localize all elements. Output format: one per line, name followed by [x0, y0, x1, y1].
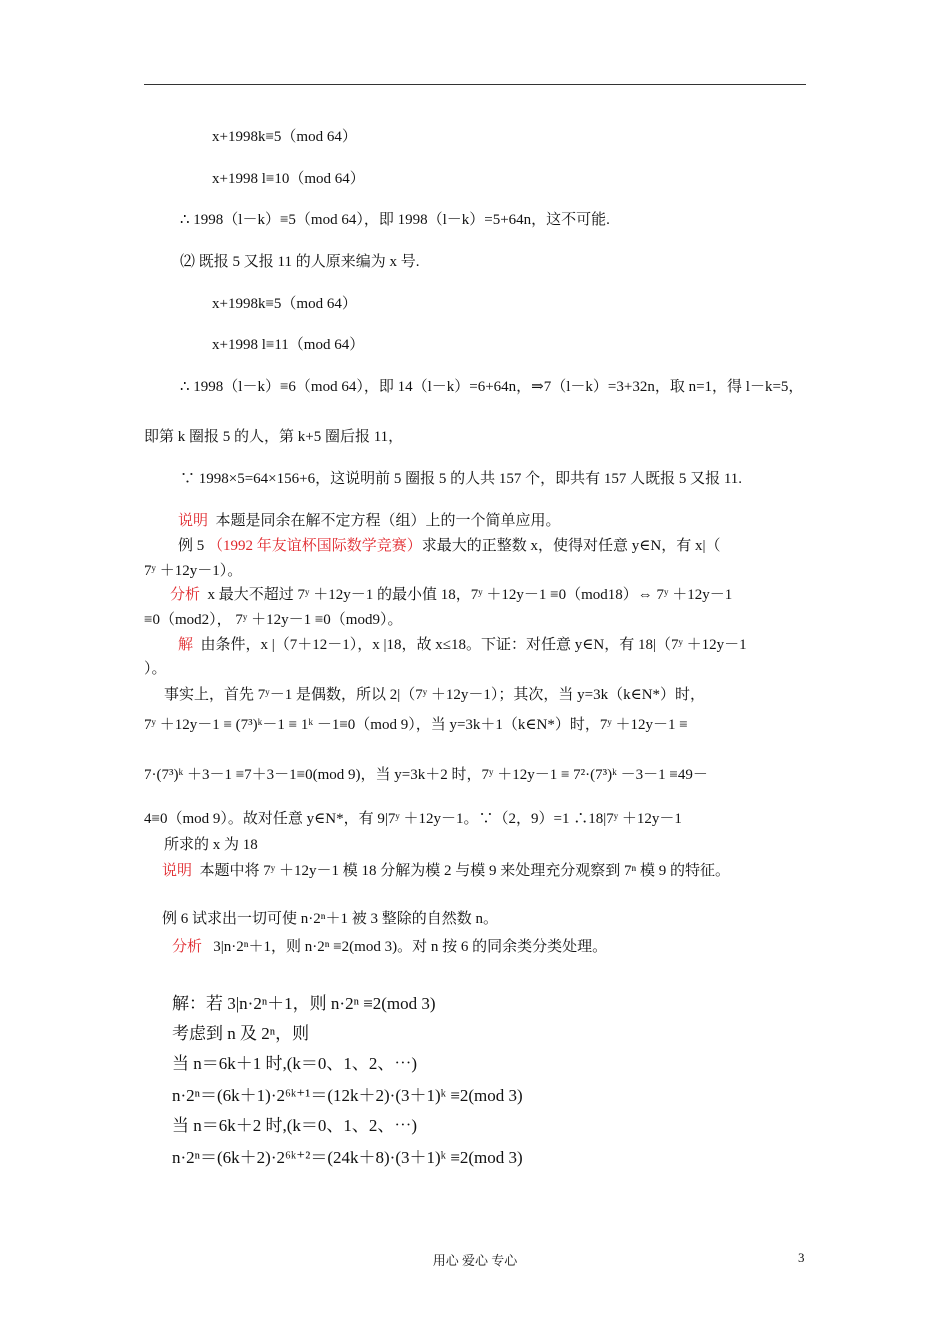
example-5-expr: 7ʸ ＋12y－1）。 [144, 563, 243, 579]
example-5-number: 例 5 [178, 538, 205, 554]
note-line-2 [162, 862, 730, 880]
note-2-label: 说明 [162, 863, 193, 879]
eq-line-4: x+1998 l≡11（mod 64） [212, 337, 365, 353]
solution-line-5: 7·(7³)ᵏ ＋3－1 ≡7＋3－1≡0(mod 9)，当 y=3k＋2 时，7ʸ ＋12y－1 ≡ 7²·(7³)ᵏ －3－1 ≡49－ [144, 767, 708, 783]
example-5-source: （1992 年友谊杯国际数学竞赛） [208, 538, 422, 554]
analysis-6-label: 分析 [172, 939, 203, 955]
solution-6-line-1: 解：若 3|n·2ⁿ＋1，则 n·2ⁿ ≡2(mod 3) [172, 994, 436, 1013]
page-number: 3 [798, 1250, 805, 1265]
example-5-heading [178, 537, 720, 555]
note-line-1 [178, 512, 561, 530]
analysis-line-2: ≡0（mod2）， 7ʸ ＋12y－1 ≡0（mod9）。 [144, 612, 403, 628]
solution-line-3: 事实上，首先 7ʸ－1 是偶数，所以 2|（7ʸ ＋12y－1）；其次，当 y=3k（k∈N*）时， [164, 687, 706, 703]
analysis-6-text: 3|n·2ⁿ＋1，则 n·2ⁿ ≡2(mod 3)。对 n 按 6 的同余类分类处理。 [213, 939, 608, 955]
solution-text: 由条件，x |（7＋12－1），x |18，故 x≤18。下证：对任意 y∈N，有 18|（7ʸ ＋12y－1 [200, 637, 747, 653]
solution-6-line-5: 当 n＝6k＋2 时,(k＝0、1、2、⋯) [172, 1116, 418, 1135]
conclusion-line-1: ∴ 1998（l－k）≡5（mod 64），即 1998（l－k）=5+64n，这不可能. [180, 212, 610, 228]
example-6-heading: 例 6 试求出一切可使 n·2ⁿ＋1 被 3 整除的自然数 n。 [162, 911, 498, 927]
solution-line-2: ）。 [144, 661, 167, 677]
solution-line-6: 4≡0（mod 9）。故对任意 y∈N*，有 9|7ʸ ＋12y－1。∵（2，9）=1 ∴18|7ʸ ＋12y－1 [144, 811, 682, 827]
solution-6-line-4: n·2ⁿ＝(6k＋1)·2⁶ᵏ⁺¹＝(12k＋2)·(3＋1)ᵏ ≡2(mod 3) [172, 1086, 523, 1105]
solution-answer: 所求的 x 为 18 [164, 837, 258, 853]
solution-line-1 [178, 636, 747, 654]
note-2-text: 本题中将 7ʸ ＋12y－1 模 18 分解为模 2 与模 9 来处理充分观察到 7ⁿ 模 9 的特征。 [199, 863, 730, 879]
case-2-line: ⑵ 既报 5 又报 11 的人原来编为 x 号. [180, 254, 420, 270]
header-rule [144, 84, 806, 85]
analysis-6-line [172, 938, 607, 956]
eq-line-3: x+1998k≡5（mod 64） [212, 296, 357, 312]
note-text: 本题是同余在解不定方程（组）上的一个简单应用。 [215, 513, 561, 529]
conclusion-line-2: ∴ 1998（l－k）≡6（mod 64），即 14（l－k）=6+64n，⇒7（l－k）=3+32n，取 n=1，得 l－k=5， [180, 379, 804, 395]
note-label: 说明 [178, 513, 209, 529]
solution-6-line-2: 考虑到 n 及 2ⁿ，则 [172, 1024, 310, 1043]
analysis-line-1 [170, 586, 732, 604]
eq-line-2: x+1998 l≡10（mod 64） [212, 171, 365, 187]
text-line-9: ∵ 1998×5=64×156+6，这说明前 5 圈报 5 的人共 157 个，即共有 157 人既报 5 又报 11. [180, 471, 743, 487]
solution-line-4: 7ʸ ＋12y－1 ≡ (7³)ᵏ－1 ≡ 1ᵏ －1≡0（mod 9），当 y=3k＋1（k∈N*）时，7ʸ ＋12y－1 ≡ [144, 717, 688, 733]
solution-6-line-6: n·2ⁿ＝(6k＋2)·2⁶ᵏ⁺²＝(24k＋8)·(3＋1)ᵏ ≡2(mod 3) [172, 1148, 523, 1167]
analysis-label: 分析 [170, 587, 201, 603]
eq-line-1: x+1998k≡5（mod 64） [212, 129, 357, 145]
analysis-text: x 最大不超过 7ʸ ＋12y－1 的最小值 18，7ʸ ＋12y－1 ≡0（mod18）⇔ 7ʸ ＋12y－1 [207, 587, 733, 603]
footer-slogan: 用心 爱心 专心 [432, 1253, 518, 1268]
text-line-8: 即第 k 圈报 5 的人，第 k+5 圈后报 11， [144, 429, 404, 445]
example-5-question: 求最大的正整数 x，使得对任意 y∈N，有 x|（ [421, 538, 721, 554]
solution-label: 解 [178, 637, 194, 653]
solution-6-line-3: 当 n＝6k＋1 时,(k＝0、1、2、⋯) [172, 1054, 418, 1073]
